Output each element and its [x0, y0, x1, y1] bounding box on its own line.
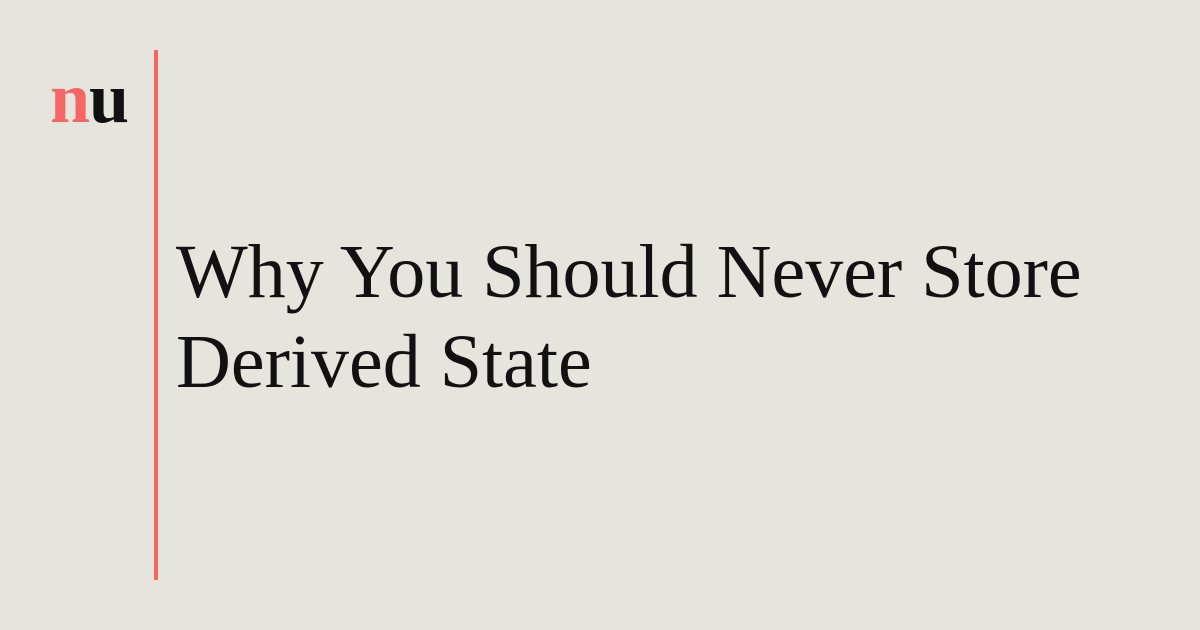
brand-logo — [50, 58, 128, 138]
logo-letter-u: u — [89, 58, 129, 138]
logo-letter-n: n — [50, 58, 90, 138]
vertical-accent-divider — [154, 50, 158, 580]
article-title: Why You Should Never Store Derived State — [176, 230, 1082, 404]
